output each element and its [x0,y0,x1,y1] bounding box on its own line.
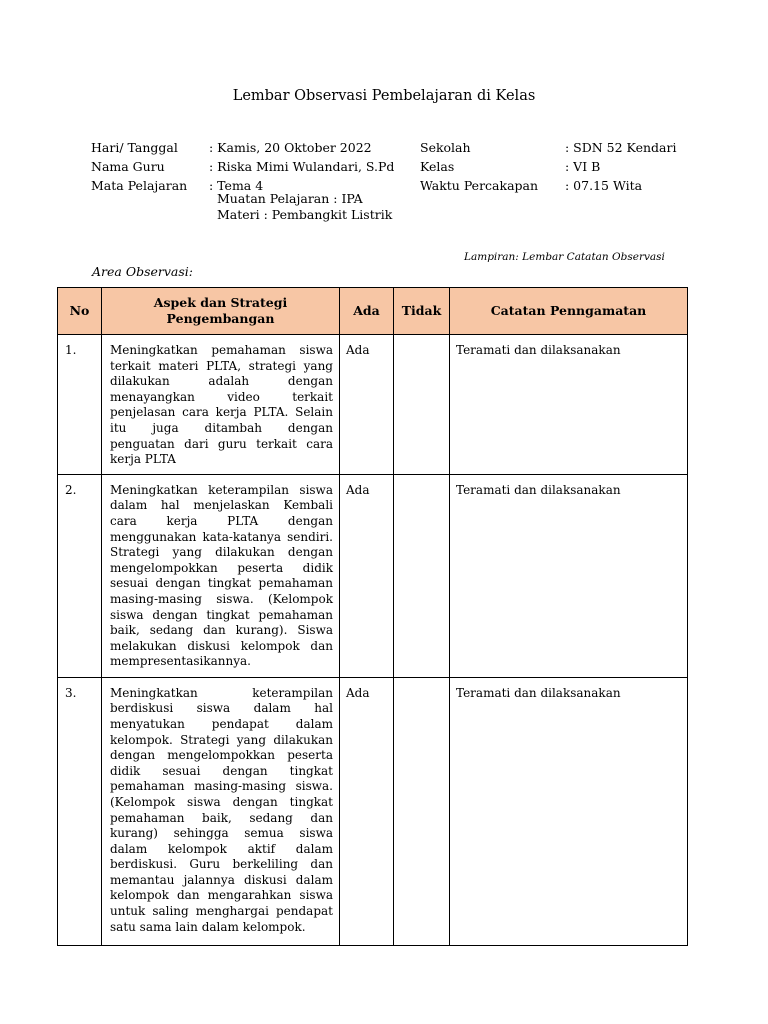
area-observasi-label: Area Observasi: [92,264,194,279]
info-row-sekolah [420,138,676,157]
info-value: : VI B [565,159,601,174]
info-label: Hari/ Tanggal [91,140,178,155]
observation-table [57,287,688,946]
cell-no: 1. [58,335,102,475]
cell-catatan: Teramati dan dilaksanakan [450,335,688,475]
info-row-nama-guru [91,157,394,176]
cell-aspek: Meningkatkan keterampilan berdiskusi siswa dalam hal menyatukan pendapat dalam kelompok. Strategi yang dilakukan dengan mengelompokkan peserta didik sesuai dengan tingkat pemahaman masing-masing siswa. (Kelompok siswa dengan tingkat pemahaman baik, sedang dan kurang) sehingga semua siswa dalam kelompok aktif dalam berdiskusi. Guru berkeliling dan memantau jalannya diskusi dalam kelompok dan mengarahkan siswa untuk saling menghargai pendapat satu sama lain dalam kelompok. [102,677,340,945]
info-label: Nama Guru [91,159,165,174]
cell-tidak [394,474,450,677]
cell-ada: Ada [340,677,394,945]
info-label: Mata Pelajaran [91,178,188,193]
info-value: : SDN 52 Kendari [565,140,677,155]
info-row-hari-tanggal [91,138,372,157]
header-no: No [58,288,102,335]
info-materi: Materi : Pembangkit Listrik [217,207,393,222]
info-label: Sekolah [420,140,471,155]
table-row [58,335,688,475]
cell-aspek: Meningkatkan pemahaman siswa terkait materi PLTA, strategi yang dilakukan adalah dengan menayangkan video terkait penjelasan cara kerja PLTA. Selain itu juga ditambah dengan penguatan dari guru terkait cara kerja PLTA [102,335,340,475]
cell-aspek: Meningkatkan keterampilan siswa dalam hal menjelaskan Kembali cara kerja PLTA dengan menggunakan kata-katanya sendiri. Strategi yang dilakukan dengan mengelompokkan peserta didik sesuai dengan tingkat pemahaman masing-masing siswa. (Kelompok siswa dengan tingkat pemahaman baik, sedang dan kurang). Siswa melakukan diskusi kelompok dan mempresentasikannya. [102,474,340,677]
info-row-waktu [420,176,642,195]
header-aspek: Aspek dan Strategi Pengembangan [102,288,340,335]
info-muatan-pelajaran: Muatan Pelajaran : IPA [217,191,363,206]
cell-ada: Ada [340,335,394,475]
info-value: : 07.15 Wita [565,178,643,193]
table-header-row [58,288,688,335]
cell-tidak [394,335,450,475]
info-label: Waktu Percakapan [420,178,539,193]
cell-no: 3. [58,677,102,945]
info-row-kelas [420,157,600,176]
cell-catatan: Teramati dan dilaksanakan [450,474,688,677]
header-ada: Ada [340,288,394,335]
page-title: Lembar Observasi Pembelajaran di Kelas [232,88,536,104]
cell-ada: Ada [340,474,394,677]
table-row [58,474,688,677]
lampiran-note: Lampiran: Lembar Catatan Observasi [464,251,665,263]
info-value: : Tema 4 [209,178,264,193]
info-value: : Kamis, 20 Oktober 2022 [209,140,372,155]
info-label: Kelas [420,159,455,174]
info-value: : Riska Mimi Wulandari, S.Pd [209,159,395,174]
cell-catatan: Teramati dan dilaksanakan [450,677,688,945]
table-row [58,677,688,945]
header-catatan: Catatan Penngamatan [450,288,688,335]
cell-tidak [394,677,450,945]
cell-no: 2. [58,474,102,677]
header-tidak: Tidak [394,288,450,335]
